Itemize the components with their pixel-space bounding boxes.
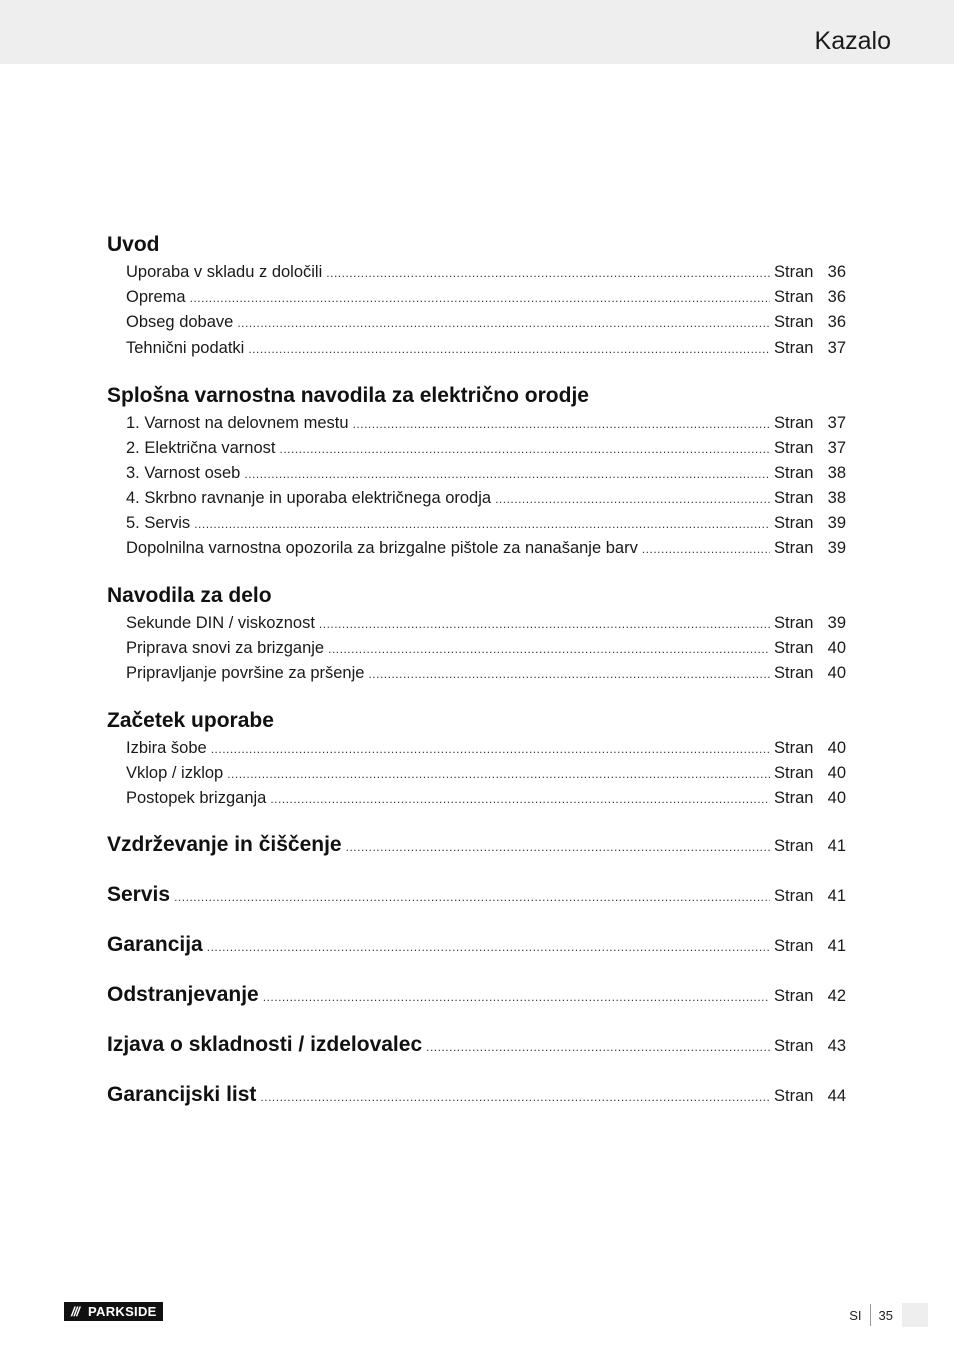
- dot-leader: [263, 990, 770, 1004]
- page-word: Stran: [774, 887, 814, 905]
- dot-leader: [353, 417, 770, 431]
- toc-entry[interactable]: [126, 439, 846, 461]
- dot-leader: [244, 467, 770, 481]
- footer-page-info: [849, 1303, 928, 1327]
- logo-slashes: ///: [64, 1302, 86, 1321]
- toc-entry[interactable]: [126, 639, 846, 661]
- dot-leader: [346, 840, 770, 854]
- page-word: Stran: [774, 514, 814, 532]
- dot-leader: [319, 617, 770, 631]
- entry-page: [774, 664, 846, 683]
- toc-entry[interactable]: [126, 263, 846, 285]
- dot-leader: [227, 767, 770, 781]
- page-number: 40: [827, 664, 846, 682]
- page-word: Stran: [774, 837, 814, 855]
- page-word: Stran: [774, 764, 814, 782]
- entry-page: [774, 288, 846, 307]
- page-number: 39: [827, 614, 846, 632]
- entry-page: [774, 339, 846, 358]
- page-number: 37: [827, 414, 846, 432]
- page-word: Stran: [774, 489, 814, 507]
- entry-label: Pripravljanje površine za pršenje: [126, 664, 365, 682]
- toc-entry[interactable]: [126, 514, 846, 536]
- dot-leader: [326, 266, 770, 280]
- entry-label: 4. Skrbno ravnanje in uporaba električnega orodja: [126, 489, 492, 507]
- entry-page: [774, 837, 846, 856]
- page-number: 40: [827, 639, 846, 657]
- toc-entry[interactable]: [126, 489, 846, 511]
- page-number: 41: [827, 887, 846, 905]
- dot-leader: [270, 792, 770, 806]
- toc-entry[interactable]: [126, 464, 846, 486]
- entry-label: 5. Servis: [126, 514, 191, 532]
- page-word: Stran: [774, 313, 814, 331]
- section-heading: Začetek uporabe: [107, 709, 274, 732]
- toc-entry[interactable]: [126, 739, 846, 761]
- entry-page: [774, 263, 846, 282]
- main-entry-label: Vzdrževanje in čiščenje: [107, 833, 342, 856]
- page-number: 41: [827, 937, 846, 955]
- page-title: Kazalo: [814, 27, 891, 55]
- entry-page: [774, 489, 846, 508]
- page-number: 39: [827, 514, 846, 532]
- dot-leader: [495, 492, 770, 506]
- page-number: 39: [827, 539, 846, 557]
- page-number: 38: [827, 489, 846, 507]
- toc-main-entry[interactable]: [107, 833, 846, 863]
- entry-page: [774, 414, 846, 433]
- dot-leader: [207, 940, 770, 954]
- toc-main-entry[interactable]: [107, 883, 846, 913]
- toc-entry[interactable]: [126, 664, 846, 686]
- toc-main-entry[interactable]: [107, 1033, 846, 1063]
- page-word: Stran: [774, 739, 814, 757]
- toc-entry[interactable]: [126, 339, 846, 361]
- dot-leader: [248, 342, 770, 356]
- toc-entry[interactable]: [126, 539, 846, 561]
- entry-page: [774, 614, 846, 633]
- page-word: Stran: [774, 439, 814, 457]
- entry-page: [774, 937, 846, 956]
- page-word: Stran: [774, 1037, 814, 1055]
- page-word: Stran: [774, 539, 814, 557]
- page-number: 41: [827, 837, 846, 855]
- toc-entry[interactable]: [126, 614, 846, 636]
- page-number: 38: [827, 464, 846, 482]
- page-number: 37: [827, 339, 846, 357]
- page-number: 36: [827, 313, 846, 331]
- entry-label: Obseg dobave: [126, 313, 234, 331]
- toc-main-entry[interactable]: [107, 983, 846, 1013]
- page-word: Stran: [774, 937, 814, 955]
- dot-leader: [279, 442, 770, 456]
- page-word: Stran: [774, 464, 814, 482]
- footer-corner-box: [902, 1303, 928, 1327]
- section-heading: Navodila za delo: [107, 584, 272, 607]
- dot-leader: [426, 1040, 770, 1054]
- page-word: Stran: [774, 263, 814, 281]
- dot-leader: [211, 742, 770, 756]
- dot-leader: [260, 1090, 770, 1104]
- entry-label: Postopek brizganja: [126, 789, 267, 807]
- entry-label: 2. Električna varnost: [126, 439, 276, 457]
- toc-main-entry[interactable]: [107, 1083, 846, 1113]
- dot-leader: [237, 316, 770, 330]
- page-number: 37: [827, 439, 846, 457]
- page-number: 36: [827, 263, 846, 281]
- entry-label: Sekunde DIN / viskoznost: [126, 614, 315, 632]
- entry-label: Vklop / izklop: [126, 764, 224, 782]
- toc-entry[interactable]: [126, 764, 846, 786]
- entry-page: [774, 789, 846, 808]
- page-number: 40: [827, 739, 846, 757]
- entry-label: Izbira šobe: [126, 739, 207, 757]
- page-word: Stran: [774, 339, 814, 357]
- entry-page: [774, 1037, 846, 1056]
- entry-page: [774, 1087, 846, 1106]
- page-number: 40: [827, 764, 846, 782]
- section-heading: Splošna varnostna navodila za električno orodje: [107, 384, 589, 407]
- main-entry-label: Izjava o skladnosti / izdelovalec: [107, 1033, 423, 1056]
- page-word: Stran: [774, 288, 814, 306]
- entry-page: [774, 987, 846, 1006]
- main-entry-label: Servis: [107, 883, 171, 906]
- entry-page: [774, 514, 846, 533]
- page-word: Stran: [774, 664, 814, 682]
- page-word: Stran: [774, 614, 814, 632]
- entry-label: 3. Varnost oseb: [126, 464, 241, 482]
- dot-leader: [174, 890, 770, 904]
- entry-page: [774, 439, 846, 458]
- toc-entry[interactable]: [126, 313, 846, 335]
- main-entry-label: Garancija: [107, 933, 203, 956]
- entry-page: [774, 764, 846, 783]
- header-band: [0, 0, 954, 64]
- logo-text: PARKSIDE: [86, 1302, 163, 1321]
- page-word: Stran: [774, 414, 814, 432]
- page-word: Stran: [774, 987, 814, 1005]
- entry-page: [774, 313, 846, 332]
- page-number: 43: [827, 1037, 846, 1055]
- entry-label: Dopolnilna varnostna opozorila za brizgalne pištole za nanašanje barv: [126, 539, 638, 557]
- entry-page: [774, 887, 846, 906]
- page-word: Stran: [774, 1087, 814, 1105]
- entry-label: Oprema: [126, 288, 186, 306]
- page-number: 40: [827, 789, 846, 807]
- entry-page: [774, 739, 846, 758]
- page-number: 44: [827, 1087, 846, 1105]
- entry-label: Tehnični podatki: [126, 339, 245, 357]
- toc-entry[interactable]: [126, 414, 846, 436]
- page-number-footer: 35: [878, 1307, 893, 1323]
- toc-main-entry[interactable]: [107, 933, 846, 963]
- dot-leader: [194, 517, 770, 531]
- entry-label: 1. Varnost na delovnem mestu: [126, 414, 349, 432]
- main-entry-label: Garancijski list: [107, 1083, 257, 1106]
- entry-label: Priprava snovi za brizganje: [126, 639, 325, 657]
- page-word: Stran: [774, 789, 814, 807]
- toc-entry[interactable]: [126, 288, 846, 310]
- parkside-logo: [64, 1302, 163, 1321]
- dot-leader: [190, 291, 770, 305]
- page-word: Stran: [774, 639, 814, 657]
- dot-leader: [642, 542, 770, 556]
- main-entry-label: Odstranjevanje: [107, 983, 259, 1006]
- dot-leader: [328, 642, 770, 656]
- toc-entry[interactable]: [126, 789, 846, 811]
- language-code: SI: [849, 1307, 862, 1323]
- dot-leader: [368, 667, 770, 681]
- section-heading: Uvod: [107, 233, 160, 256]
- page-number: 42: [827, 987, 846, 1005]
- page-number: 36: [827, 288, 846, 306]
- entry-page: [774, 539, 846, 558]
- entry-label: Uporaba v skladu z določili: [126, 263, 323, 281]
- entry-page: [774, 464, 846, 483]
- entry-page: [774, 639, 846, 658]
